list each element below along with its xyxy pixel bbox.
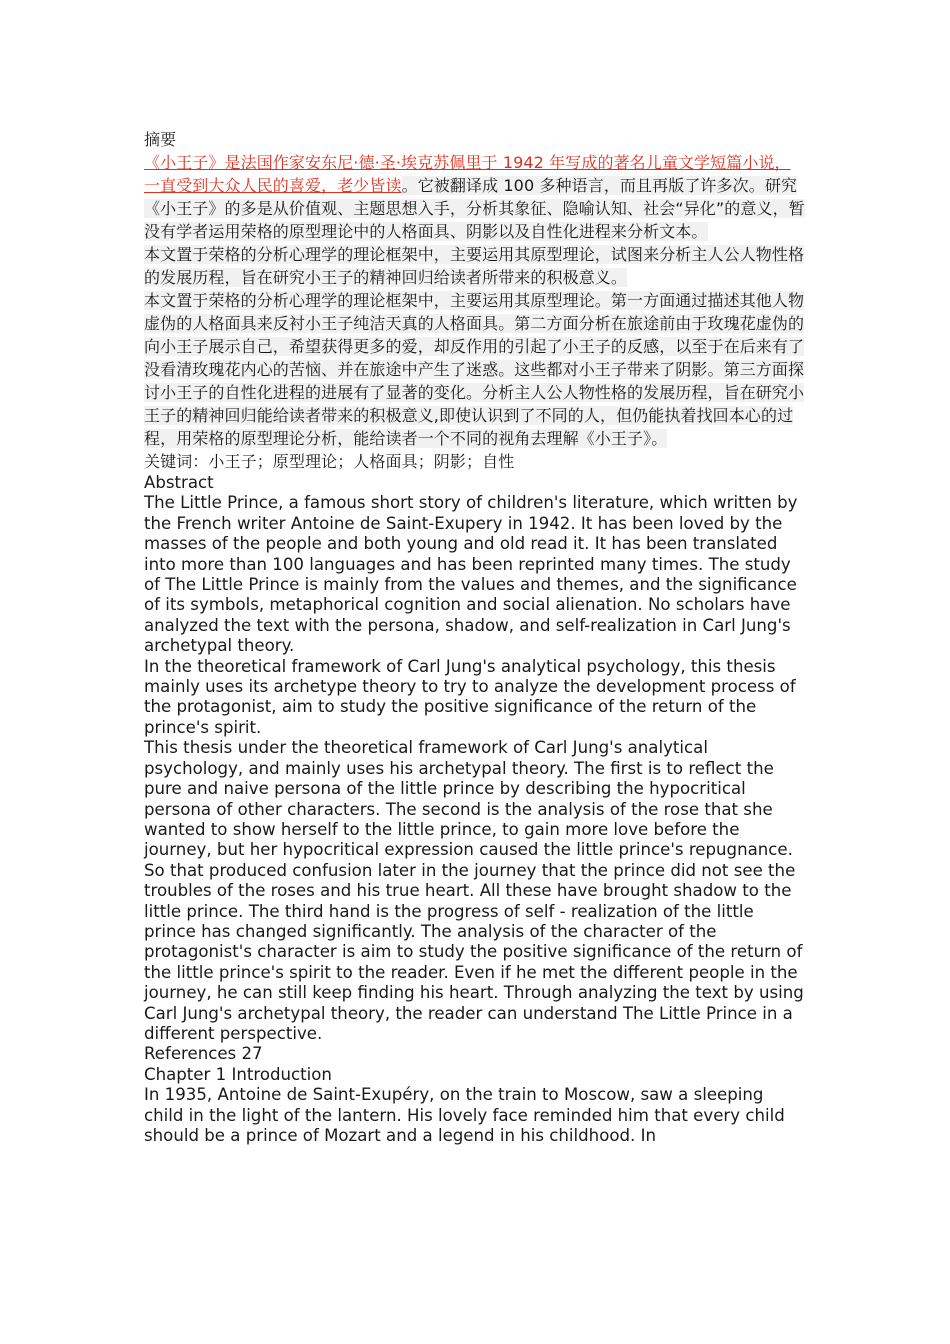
chinese-abstract-heading: 摘要 — [144, 130, 177, 149]
chinese-keywords: 关键词：小王子；原型理论；人格面具；阴影；自性 — [144, 452, 515, 471]
english-abstract-paragraph-2: In the theoretical framework of Carl Jung's analytical psychology, this thesis mainly uses its archetype theory to try to analyze the development process of the protagonist, aim to study the positive significance of the return of the prince's spirit. — [144, 656, 796, 737]
chinese-abstract-paragraph-1 — [144, 151, 806, 243]
document-body — [144, 128, 806, 1146]
source-link[interactable]: 《小王子》是法国作家安东尼·德·圣·埃克苏佩里于 1942 年写成的著名儿童文学短篇小说，一直受到大众人民的喜爱，老少皆读 — [144, 153, 791, 195]
english-abstract-paragraph-3: This thesis under the theoretical framework of Carl Jung's analytical psychology, and mainly uses his archetypal theory. The first is to reflect the pure and naive persona of the little prince by describing the hypocritical persona of other characters. The second is the analysis of the rose that she wanted to show herself to the little prince, to gain more love before the journey, but her hypocritical expression caused the little prince's repugnance. So that produced confusion later in the journey that the prince did not see the troubles of the roses and his true heart. All these have brought shadow to the little prince. The third hand is the progress of self - realization of the little prince has changed significantly. The analysis of the character of the protagonist's character is aim to study the positive significance of the return of the little prince's spirit to the reader. Even if he met the different people in the journey, he can still keep finding his heart. Through analyzing the text by using Carl Jung's archetypal theory, the reader can understand The Little Prince in a different perspective. — [144, 738, 804, 1043]
chinese-abstract-paragraph-2: 本文置于荣格的分析心理学的理论框架中，主要运用其原型理论，试图来分析主人公人物性格的发展历程，旨在研究小王子的精神回归给读者所带来的积极意义。 — [144, 245, 805, 287]
english-abstract-heading: Abstract — [144, 473, 214, 492]
chapter-heading: Chapter 1 Introduction — [144, 1064, 332, 1084]
chinese-abstract-paragraph-3: 本文置于荣格的分析心理学的理论框架中，主要运用其原型理论。第一方面通过描述其他人物虚伪的人格面具来反衬小王子纯洁天真的人格面具。第二方面分析在旅途前由于玫瑰花虚伪的向小王子展示自己，希望获得更多的爱，却反作用的引起了小王子的反感，以至于在后来有了没看清玫瑰花内心的苦恼、并在旅途中产生了迷惑。这些都对小王子带来了阴影。第三方面探讨小王子的自性化进程的进展有了显著的变化。分析主人公人物性格的发展历程，旨在研究小王子的精神回归能给读者带来的积极意义,即使认识到了不同的人，但仍能执着找回本心的过程，用荣格的原型理论分析，能给读者一个不同的视角去理解《小王子》。 — [144, 291, 805, 448]
references-line: References 27 — [144, 1044, 263, 1064]
english-abstract-paragraph-1: The Little Prince, a famous short story of children's literature, which written by the French writer Antoine de Saint-Exupery in 1942. It has been loved by the masses of the people and both young and old read it. It has been translated into more than 100 languages and has been reprinted many times. The study of The Little Prince is mainly from the values and themes, and the significance of its symbols, metaphorical cognition and social alienation. No scholars have analyzed the text with the persona, shadow, and self-realization in Carl Jung's archetypal theory. — [144, 493, 798, 656]
introduction-paragraph: In 1935, Antoine de Saint-Exupéry, on the train to Moscow, saw a sleeping child in the light of the lantern. His lovely face reminded him that every child should be a prince of Mozart and a legend in his childhood. In — [144, 1085, 785, 1145]
chinese-abstract-paragraph-1-rest: 。它被翻译成 100 多种语言，而且再版了许多次。研究《小王子》的多是从价值观、主题思想入手，分析其象征、隐喻认知、社会“异化”的意义，暂没有学者运用荣格的原型理论中的人格面具、阴影以及自性化进程来分析文本。 — [144, 176, 805, 241]
